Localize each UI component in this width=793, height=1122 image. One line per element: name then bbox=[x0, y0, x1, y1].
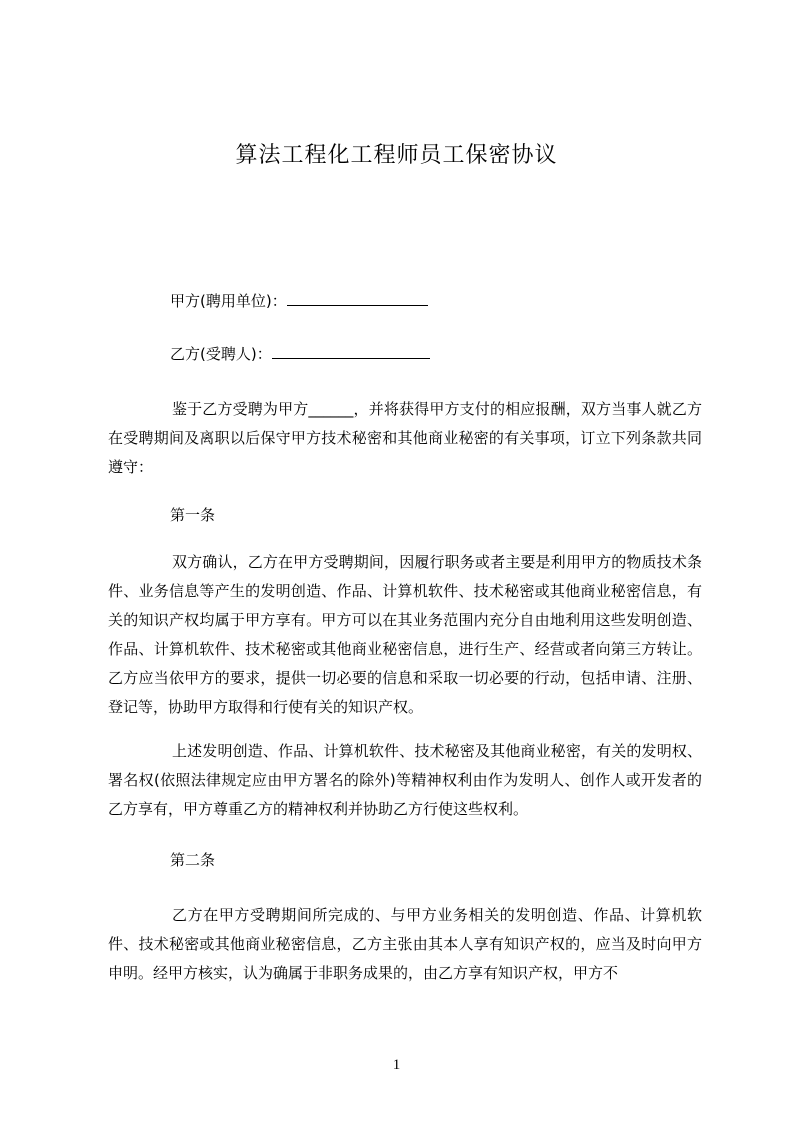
party-a-label: 甲方(聘用单位)： bbox=[170, 292, 287, 310]
page-number: 1 bbox=[392, 1057, 401, 1073]
article-1-paragraph-1: 双方确认，乙方在甲方受聘期间，因履行职务或者主要是利用甲方的物质技术条件、业务信息等产生的发明创造、作品、计算机软件、技术秘密或其他商业秘密信息，有关的知识产权均属于甲方享有。甲方可以在其业务范围内充分自由地利用这些发明创造、作品、计算机软件、技术秘密或其他商业秘密信息，进行生产、经营或者向第三方转让。乙方应当依甲方的要求，提供一切必要的信息和采取一切必要的行动，包括申请、注册、登记等，协助甲方取得和行使有关的知识产权。 bbox=[108, 553, 702, 716]
article-1-heading: 第一条 bbox=[170, 506, 216, 524]
party-b-label: 乙方(受聘人)： bbox=[170, 345, 272, 363]
party-b-blank bbox=[272, 344, 430, 359]
party-b-line bbox=[170, 344, 430, 364]
intro-paragraph: 鉴于乙方受聘为甲方______，并将获得甲方支付的相应报酬，双方当事人就乙方在受聘期间及离职以后保守甲方技术秘密和其他商业秘密的有关事项，订立下列条款共同遵守： bbox=[108, 400, 702, 476]
article-2-heading: 第二条 bbox=[170, 851, 216, 869]
article-1-paragraph-2: 上述发明创造、作品、计算机软件、技术秘密及其他商业秘密，有关的发明权、署名权(依照法律规定应由甲方署名的除外)等精神权利由作为发明人、创作人或开发者的乙方享有，甲方尊重乙方的精神权利并协助乙方行使这些权利。 bbox=[108, 742, 702, 818]
party-a-blank bbox=[287, 291, 428, 306]
document-title: 算法工程化工程师员工保密协议 bbox=[235, 143, 558, 168]
party-a-line bbox=[170, 291, 428, 311]
article-2-paragraph-1: 乙方在甲方受聘期间所完成的、与甲方业务相关的发明创造、作品、计算机软件、技术秘密或其他商业秘密信息，乙方主张由其本人享有知识产权的，应当及时向甲方申明。经甲方核实，认为确属于非职务成果的，由乙方享有知识产权，甲方不 bbox=[108, 906, 702, 982]
